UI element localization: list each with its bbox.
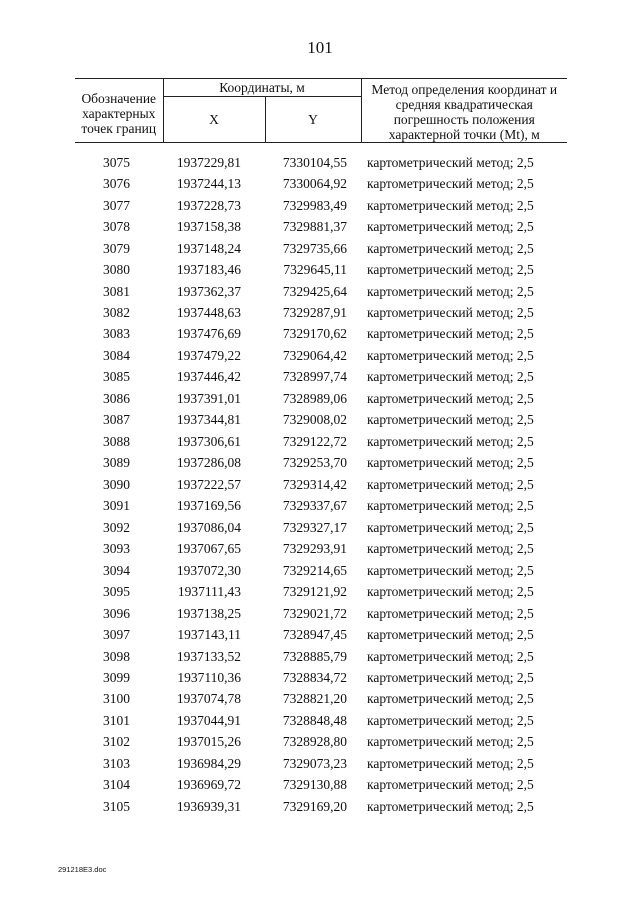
point-id-cell: 3077	[103, 197, 130, 213]
method-cell: картометрический метод; 2,5	[367, 154, 534, 170]
table-row	[75, 367, 567, 388]
point-id-cell: 3101	[103, 712, 130, 728]
x-coordinate-cell: 1937169,56	[176, 498, 241, 514]
method-cell: картометрический метод; 2,5	[367, 219, 534, 235]
method-cell: картометрический метод; 2,5	[367, 240, 534, 256]
point-id-cell: 3079	[103, 240, 130, 256]
method-cell: картометрический метод; 2,5	[367, 519, 534, 535]
table-row	[75, 143, 567, 174]
y-coordinate-cell: 7329021,72	[282, 605, 348, 621]
table-row	[75, 238, 567, 259]
method-cell: картометрический метод; 2,5	[367, 347, 534, 363]
x-coordinate-cell: 1937143,11	[177, 627, 241, 643]
method-cell: картометрический метод; 2,5	[367, 648, 534, 664]
header-y: Y	[265, 97, 361, 143]
point-id-cell: 3088	[103, 433, 130, 449]
y-coordinate-cell: 7328821,20	[282, 691, 348, 707]
method-cell: картометрический метод; 2,5	[367, 605, 534, 621]
x-coordinate-cell: 1937446,42	[176, 369, 241, 385]
table-row	[75, 281, 567, 302]
point-id-cell: 3081	[103, 283, 130, 299]
method-cell: картометрический метод; 2,5	[367, 562, 534, 578]
method-cell: картометрический метод; 2,5	[367, 584, 534, 600]
method-cell: картометрический метод; 2,5	[367, 369, 534, 385]
y-coordinate-cell: 7329337,67	[282, 498, 348, 514]
y-coordinate-cell: 7329881,37	[282, 219, 348, 235]
y-coordinate-cell: 7329214,65	[282, 562, 348, 578]
y-coordinate-cell: 7329122,72	[282, 433, 348, 449]
point-id-cell: 3094	[103, 562, 130, 578]
method-cell: картометрический метод; 2,5	[367, 433, 534, 449]
table-row	[75, 689, 567, 710]
y-coordinate-cell: 7328997,74	[282, 369, 348, 385]
method-cell: картометрический метод; 2,5	[367, 262, 534, 278]
method-cell: картометрический метод; 2,5	[367, 734, 534, 750]
y-coordinate-cell: 7329327,17	[282, 519, 348, 535]
x-coordinate-cell: 1937072,30	[176, 562, 241, 578]
method-cell: картометрический метод; 2,5	[367, 283, 534, 299]
table-row	[75, 388, 567, 409]
table-row	[75, 474, 567, 495]
table-row	[75, 581, 567, 602]
x-coordinate-cell: 1937138,25	[176, 605, 241, 621]
x-coordinate-cell: 1937158,38	[176, 219, 241, 235]
table-row	[75, 560, 567, 581]
point-id-cell: 3085	[103, 369, 130, 385]
table-row	[75, 732, 567, 753]
method-cell: картометрический метод; 2,5	[367, 691, 534, 707]
point-id-cell: 3083	[103, 326, 130, 342]
point-id-cell: 3098	[103, 648, 130, 664]
table-header	[75, 79, 567, 143]
x-coordinate-cell: 1937015,26	[176, 734, 241, 750]
table-body	[75, 143, 567, 818]
x-coordinate-cell: 1936939,31	[176, 798, 241, 814]
y-coordinate-cell: 7328834,72	[282, 669, 348, 685]
point-id-cell: 3084	[103, 347, 130, 363]
x-coordinate-cell: 1937074,78	[176, 691, 241, 707]
table-row	[75, 496, 567, 517]
method-cell: картометрический метод; 2,5	[367, 669, 534, 685]
y-coordinate-cell: 7328947,45	[282, 627, 348, 643]
method-cell: картометрический метод; 2,5	[367, 455, 534, 471]
x-coordinate-cell: 1937148,24	[176, 240, 241, 256]
y-coordinate-cell: 7329287,91	[282, 305, 348, 321]
y-coordinate-cell: 7329064,42	[282, 347, 348, 363]
table-row	[75, 624, 567, 645]
table-row	[75, 538, 567, 559]
x-coordinate-cell: 1937476,69	[176, 326, 241, 342]
x-coordinate-cell: 1937086,04	[176, 519, 241, 535]
x-coordinate-cell: 1937110,36	[177, 669, 241, 685]
table-row	[75, 796, 567, 817]
x-coordinate-cell: 1937286,08	[176, 455, 241, 471]
point-id-cell: 3078	[103, 219, 130, 235]
table-row	[75, 710, 567, 731]
x-coordinate-cell: 1937228,73	[176, 197, 241, 213]
table-row	[75, 302, 567, 323]
point-id-cell: 3104	[103, 777, 130, 793]
y-coordinate-cell: 7329645,11	[283, 262, 348, 278]
method-cell: картометрический метод; 2,5	[367, 712, 534, 728]
point-id-cell: 3087	[103, 412, 130, 428]
y-coordinate-cell: 7330104,55	[282, 154, 348, 170]
y-coordinate-cell: 7328885,79	[282, 648, 348, 664]
x-coordinate-cell: 1937222,57	[176, 476, 241, 492]
table-row	[75, 753, 567, 774]
point-id-cell: 3102	[103, 734, 130, 750]
point-id-cell: 3082	[103, 305, 130, 321]
table-row	[75, 173, 567, 194]
method-cell: картометрический метод; 2,5	[367, 777, 534, 793]
x-coordinate-cell: 1937391,01	[176, 390, 241, 406]
table-row	[75, 646, 567, 667]
point-id-cell: 3095	[103, 584, 130, 600]
x-coordinate-cell: 1936984,29	[176, 755, 241, 771]
point-id-cell: 3086	[103, 390, 130, 406]
y-coordinate-cell: 7329293,91	[282, 541, 348, 557]
table-row	[75, 453, 567, 474]
point-id-cell: 3103	[103, 755, 130, 771]
footer-filename: 291218E3.doc	[58, 865, 107, 874]
table-row	[75, 431, 567, 452]
point-id-cell: 3105	[103, 798, 130, 814]
point-id-cell: 3076	[103, 176, 130, 192]
point-id-cell: 3075	[103, 154, 130, 170]
table-row	[75, 410, 567, 431]
header-x: X	[163, 97, 265, 143]
point-id-cell: 3100	[103, 691, 130, 707]
y-coordinate-cell: 7329253,70	[282, 455, 348, 471]
point-id-cell: 3092	[103, 519, 130, 535]
method-cell: картометрический метод; 2,5	[367, 390, 534, 406]
y-coordinate-cell: 7329073,23	[282, 755, 348, 771]
x-coordinate-cell: 1937244,13	[176, 176, 241, 192]
x-coordinate-cell: 1937306,61	[176, 433, 241, 449]
x-coordinate-cell: 1936969,72	[176, 777, 241, 793]
point-id-cell: 3099	[103, 669, 130, 685]
y-coordinate-cell: 7329130,88	[282, 777, 348, 793]
point-id-cell: 3090	[103, 476, 130, 492]
method-cell: картометрический метод; 2,5	[367, 326, 534, 342]
x-coordinate-cell: 1937133,52	[176, 648, 241, 664]
y-coordinate-cell: 7328989,06	[282, 390, 348, 406]
method-cell: картометрический метод; 2,5	[367, 498, 534, 514]
table-row	[75, 259, 567, 280]
x-coordinate-cell: 1937067,65	[176, 541, 241, 557]
point-id-cell: 3093	[103, 541, 130, 557]
y-coordinate-cell: 7329425,64	[282, 283, 348, 299]
table-row	[75, 517, 567, 538]
coordinates-table-container	[75, 78, 567, 818]
x-coordinate-cell: 1937362,37	[176, 283, 241, 299]
y-coordinate-cell: 7328928,80	[282, 734, 348, 750]
method-cell: картометрический метод; 2,5	[367, 541, 534, 557]
x-coordinate-cell: 1937229,81	[176, 154, 241, 170]
y-coordinate-cell: 7329735,66	[282, 240, 348, 256]
method-cell: картометрический метод; 2,5	[367, 627, 534, 643]
page-number: 101	[307, 38, 333, 57]
point-id-cell: 3096	[103, 605, 130, 621]
y-coordinate-cell: 7329983,49	[282, 197, 348, 213]
x-coordinate-cell: 1937111,43	[177, 584, 241, 600]
method-cell: картометрический метод; 2,5	[367, 476, 534, 492]
header-point-label: Обозначение характерных точек границ	[75, 79, 163, 143]
x-coordinate-cell: 1937183,46	[176, 262, 241, 278]
table-row	[75, 324, 567, 345]
y-coordinate-cell: 7328848,48	[282, 712, 348, 728]
y-coordinate-cell: 7329314,42	[282, 476, 348, 492]
point-id-cell: 3089	[103, 455, 130, 471]
table-row	[75, 195, 567, 216]
method-cell: картометрический метод; 2,5	[367, 305, 534, 321]
coordinates-table	[75, 78, 567, 818]
method-cell: картометрический метод; 2,5	[367, 755, 534, 771]
method-cell: картометрический метод; 2,5	[367, 176, 534, 192]
x-coordinate-cell: 1937479,22	[176, 347, 241, 363]
y-coordinate-cell: 7329169,20	[282, 798, 348, 814]
y-coordinate-cell: 7329008,02	[282, 412, 348, 428]
x-coordinate-cell: 1937044,91	[176, 712, 241, 728]
table-row	[75, 775, 567, 796]
point-id-cell: 3091	[103, 498, 130, 514]
x-coordinate-cell: 1937344,81	[176, 412, 241, 428]
point-id-cell: 3097	[103, 627, 130, 643]
method-cell: картометрический метод; 2,5	[367, 412, 534, 428]
method-cell: картометрический метод; 2,5	[367, 197, 534, 213]
method-cell: картометрический метод; 2,5	[367, 798, 534, 814]
table-row	[75, 603, 567, 624]
y-coordinate-cell: 7330064,92	[282, 176, 348, 192]
table-row	[75, 667, 567, 688]
table-row	[75, 345, 567, 366]
y-coordinate-cell: 7329121,92	[282, 584, 348, 600]
table-row	[75, 216, 567, 237]
header-coordinates: Координаты, м	[163, 79, 361, 97]
y-coordinate-cell: 7329170,62	[282, 326, 348, 342]
point-id-cell: 3080	[103, 262, 130, 278]
header-method: Метод определения координат и средняя квадратическая погрешность положения характерной точки (Mt), м	[361, 79, 567, 143]
x-coordinate-cell: 1937448,63	[176, 305, 241, 321]
